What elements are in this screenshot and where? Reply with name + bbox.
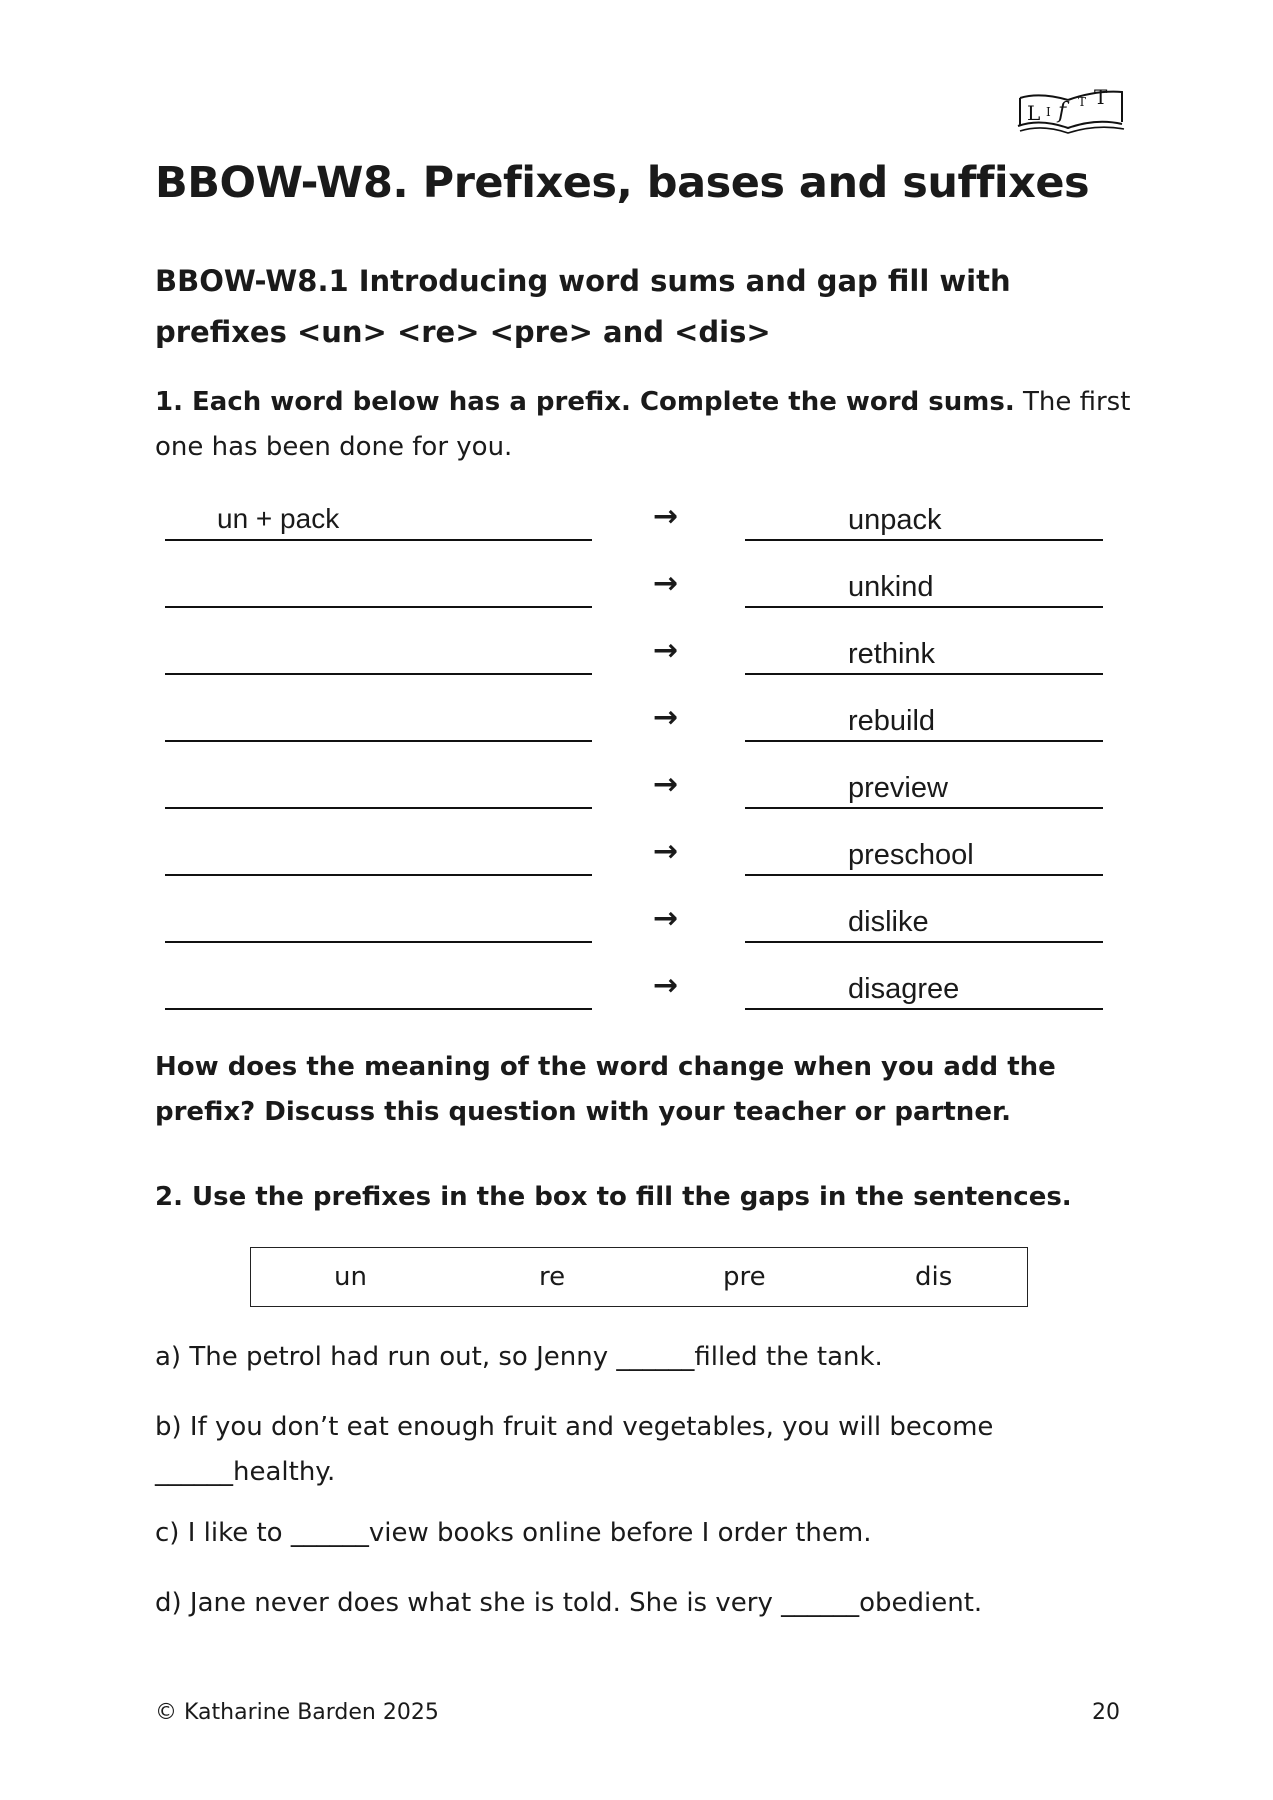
- target-word-line: [745, 638, 1103, 675]
- right-arrow-icon: →: [653, 834, 679, 869]
- word-sum-row: [165, 830, 1125, 890]
- svg-text:f: f: [1058, 99, 1067, 124]
- right-arrow-icon: →: [653, 901, 679, 936]
- exercise1-instruction-rest: The first one has been done for you.: [155, 387, 1131, 462]
- discussion-question: How does the meaning of the word change when you add the prefix? Discuss this question with your teacher or partner.: [155, 1052, 1056, 1127]
- exercise1-instruction-bold: 1. Each word below has a prefix. Complete the word sums.: [155, 387, 1015, 417]
- target-word-line: [745, 504, 1103, 541]
- svg-text:T: T: [1094, 85, 1108, 109]
- word-sum-blank[interactable]: [165, 874, 592, 876]
- right-arrow-icon: →: [653, 968, 679, 1003]
- svg-text:T: T: [1078, 95, 1087, 109]
- sentence-a: a) The petrol had run out, so Jenny ______filled the tank.: [155, 1342, 883, 1372]
- word-sum-answer: un + pack: [217, 503, 340, 534]
- word-sum-row: [165, 964, 1125, 1024]
- target-word-line: [745, 906, 1103, 943]
- word-sum-row: [165, 562, 1125, 622]
- target-word-line: [745, 839, 1103, 876]
- prefix-option: re: [539, 1262, 566, 1292]
- exercise1-instruction: [155, 380, 1135, 470]
- target-word: rebuild: [848, 705, 936, 737]
- prefix-option: pre: [723, 1262, 766, 1292]
- word-sum-blank[interactable]: [165, 740, 592, 742]
- prefix-option: dis: [915, 1262, 953, 1292]
- target-word: unkind: [848, 571, 934, 603]
- target-word-line: [745, 772, 1103, 809]
- right-arrow-icon: →: [653, 566, 679, 601]
- copyright: © Katharine Barden 2025: [155, 1700, 439, 1725]
- target-word: preschool: [848, 839, 974, 871]
- word-sum-blank[interactable]: [165, 606, 592, 608]
- target-word: dislike: [848, 906, 929, 938]
- prefix-option: un: [334, 1262, 367, 1292]
- target-word: unpack: [848, 504, 942, 536]
- right-arrow-icon: →: [653, 767, 679, 802]
- sentence-d: d) Jane never does what she is told. She is very ______obedient.: [155, 1588, 983, 1618]
- target-word-line: [745, 973, 1103, 1010]
- target-word-line: [745, 571, 1103, 608]
- right-arrow-icon: →: [653, 499, 679, 534]
- word-sum-blank[interactable]: [165, 673, 592, 675]
- sentence-c: c) I like to ______view books online before I order them.: [155, 1518, 872, 1548]
- exercise2-instruction: 2. Use the prefixes in the box to fill the gaps in the sentences.: [155, 1182, 1072, 1212]
- word-sum-row: [165, 495, 1125, 555]
- word-sum-row: [165, 696, 1125, 756]
- word-sum-blank[interactable]: [165, 807, 592, 809]
- word-sum-row: [165, 763, 1125, 823]
- sentence-b: b) If you don’t eat enough fruit and vegetables, you will become ______healthy.: [155, 1412, 994, 1487]
- right-arrow-icon: →: [653, 700, 679, 735]
- target-word-line: [745, 705, 1103, 742]
- svg-text:I: I: [1046, 105, 1051, 119]
- svg-text:L: L: [1027, 101, 1041, 125]
- target-word: disagree: [848, 973, 960, 1005]
- word-sum-row: [165, 629, 1125, 689]
- section-subtitle: BBOW-W8.1 Introducing word sums and gap fill with prefixes <un> <re> <pre> and <dis>: [155, 264, 1011, 349]
- target-word: preview: [848, 772, 948, 804]
- page-title: BBOW-W8. Prefixes, bases and suffixes: [155, 158, 1090, 208]
- word-sum-blank[interactable]: [165, 503, 592, 541]
- right-arrow-icon: →: [653, 633, 679, 668]
- page-number: 20: [1092, 1700, 1120, 1725]
- lift-logo: [1010, 78, 1130, 140]
- word-sum-blank[interactable]: [165, 1008, 592, 1010]
- word-sum-blank[interactable]: [165, 941, 592, 943]
- target-word: rethink: [848, 638, 936, 670]
- word-sum-row: [165, 897, 1125, 957]
- prefix-box: [250, 1247, 1028, 1307]
